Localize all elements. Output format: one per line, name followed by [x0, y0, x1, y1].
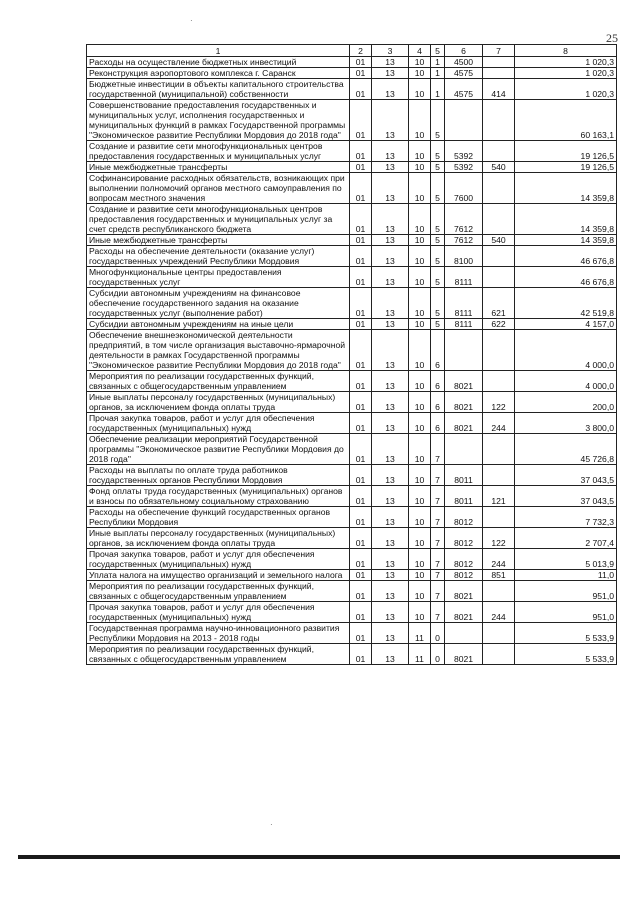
row-name-cell: Обеспечение внешнеэкономической деятельности предприятий, в том числе организация выставочно-ярмарочной деятельности в рамках Государственной программы "Экономическое развитие Республики Мордовия до 2018 года" [87, 330, 350, 371]
column-header-5: 5 [431, 45, 445, 57]
code-ministry-cell: 01 [350, 79, 372, 100]
code-ministry-cell: 01 [350, 319, 372, 330]
amount-cell: 1 020,3 [515, 57, 617, 68]
page-number: 25 [606, 31, 618, 45]
code-subsection-cell: 10 [409, 549, 431, 570]
code-expense-type-cell: 244 [483, 602, 515, 623]
amount-cell: 3 800,0 [515, 413, 617, 434]
table-row [87, 644, 617, 665]
amount-cell: 2 707,4 [515, 528, 617, 549]
code-subprogram-cell: 5 [431, 173, 445, 204]
row-name-cell: Расходы на обеспечение деятельности (оказание услуг) государственных учреждений Республики Мордовия [87, 246, 350, 267]
table-row [87, 465, 617, 486]
code-subsection-cell: 10 [409, 602, 431, 623]
column-header-1: 1 [87, 45, 350, 57]
code-section-cell: 13 [372, 549, 409, 570]
amount-cell: 4 000,0 [515, 330, 617, 371]
code-subsection-cell: 10 [409, 507, 431, 528]
code-expense-type-cell: 244 [483, 413, 515, 434]
code-ministry-cell: 01 [350, 330, 372, 371]
code-section-cell: 13 [372, 371, 409, 392]
code-subsection-cell: 10 [409, 392, 431, 413]
amount-cell: 37 043,5 [515, 465, 617, 486]
code-ministry-cell: 01 [350, 68, 372, 79]
code-subprogram-cell: 7 [431, 581, 445, 602]
code-subprogram-cell: 1 [431, 68, 445, 79]
code-ministry-cell: 01 [350, 267, 372, 288]
code-ministry-cell: 01 [350, 288, 372, 319]
code-ministry-cell: 01 [350, 141, 372, 162]
code-ministry-cell: 01 [350, 235, 372, 246]
row-name-cell: Иные выплаты персоналу государственных (муниципальных) органов, за исключением фонда оплаты труда [87, 528, 350, 549]
code-subsection-cell: 10 [409, 57, 431, 68]
code-ministry-cell: 01 [350, 162, 372, 173]
code-subsection-cell: 10 [409, 371, 431, 392]
code-expense-type-cell: 122 [483, 528, 515, 549]
column-header-6: 6 [445, 45, 483, 57]
code-ministry-cell: 01 [350, 204, 372, 235]
code-expense-type-cell [483, 204, 515, 235]
code-subprogram-cell: 5 [431, 319, 445, 330]
code-ministry-cell: 01 [350, 465, 372, 486]
code-subsection-cell: 10 [409, 100, 431, 141]
code-ministry-cell: 01 [350, 173, 372, 204]
amount-cell: 1 020,3 [515, 68, 617, 79]
code-subprogram-cell: 5 [431, 288, 445, 319]
code-section-cell: 13 [372, 602, 409, 623]
row-name-cell: Мероприятия по реализации государственных функций, связанных с общегосударственным управлением [87, 581, 350, 602]
code-ministry-cell: 01 [350, 486, 372, 507]
code-subprogram-cell: 5 [431, 162, 445, 173]
code-ministry-cell: 01 [350, 602, 372, 623]
code-target-cell: 8012 [445, 528, 483, 549]
amount-cell: 14 359,8 [515, 235, 617, 246]
code-section-cell: 13 [372, 528, 409, 549]
column-header-3: 3 [372, 45, 409, 57]
column-header-4: 4 [409, 45, 431, 57]
code-target-cell [445, 623, 483, 644]
amount-cell: 200,0 [515, 392, 617, 413]
code-section-cell: 13 [372, 392, 409, 413]
code-ministry-cell: 01 [350, 413, 372, 434]
code-subprogram-cell: 5 [431, 246, 445, 267]
row-name-cell: Фонд оплаты труда государственных (муниципальных) органов и взносы по обязательному социальному страхованию [87, 486, 350, 507]
code-expense-type-cell: 540 [483, 162, 515, 173]
code-target-cell: 5392 [445, 141, 483, 162]
code-ministry-cell: 01 [350, 507, 372, 528]
table-row [87, 486, 617, 507]
code-subsection-cell: 11 [409, 644, 431, 665]
row-name-cell: Уплата налога на имущество организаций и земельного налога [87, 570, 350, 581]
code-target-cell: 8021 [445, 392, 483, 413]
row-name-cell: Расходы на обеспечение функций государственных органов Республики Мордовия [87, 507, 350, 528]
code-expense-type-cell [483, 434, 515, 465]
code-target-cell: 8111 [445, 267, 483, 288]
row-name-cell: Совершенствование предоставления государственных и муниципальных услуг, исполнения государственных и муниципальных функций в рамках Государственной программы "Экономическое развитие Республики Мордовия до 2018 года" [87, 100, 350, 141]
code-target-cell: 8012 [445, 570, 483, 581]
code-subprogram-cell: 0 [431, 644, 445, 665]
row-name-cell: Обеспечение реализации мероприятий Государственной программы "Экономическое развитие Республики Мордовия до 2018 года" [87, 434, 350, 465]
code-section-cell: 13 [372, 141, 409, 162]
code-subsection-cell: 11 [409, 623, 431, 644]
code-subprogram-cell: 6 [431, 371, 445, 392]
row-name-cell: Иные выплаты персоналу государственных (муниципальных) органов, за исключением фонда оплаты труда [87, 392, 350, 413]
row-name-cell: Субсидии автономным учреждениям на иные цели [87, 319, 350, 330]
row-name-cell: Субсидии автономным учреждениям на финансовое обеспечение государственного задания на оказание государственных услуг (выполнение работ) [87, 288, 350, 319]
table-row [87, 68, 617, 79]
code-expense-type-cell: 414 [483, 79, 515, 100]
code-section-cell: 13 [372, 644, 409, 665]
code-subprogram-cell: 5 [431, 267, 445, 288]
code-section-cell: 13 [372, 623, 409, 644]
code-target-cell [445, 100, 483, 141]
code-expense-type-cell: 621 [483, 288, 515, 319]
code-subprogram-cell: 7 [431, 465, 445, 486]
code-subsection-cell: 10 [409, 68, 431, 79]
bottom-rule [18, 855, 620, 859]
code-section-cell: 13 [372, 330, 409, 371]
code-expense-type-cell: 122 [483, 392, 515, 413]
table-row [87, 528, 617, 549]
code-section-cell: 13 [372, 79, 409, 100]
code-expense-type-cell [483, 330, 515, 371]
code-ministry-cell: 01 [350, 246, 372, 267]
amount-cell: 19 126,5 [515, 162, 617, 173]
scan-speck: · [190, 16, 193, 25]
code-subprogram-cell: 6 [431, 413, 445, 434]
code-subprogram-cell: 5 [431, 204, 445, 235]
table-row [87, 602, 617, 623]
code-subprogram-cell: 7 [431, 549, 445, 570]
row-name-cell: Многофункциональные центры предоставления государственных услуг [87, 267, 350, 288]
amount-cell: 42 519,8 [515, 288, 617, 319]
row-name-cell: Реконструкция аэропортового комплекса г. Саранск [87, 68, 350, 79]
row-name-cell: Софинансирование расходных обязательств, возникающих при выполнении полномочий органов местного самоуправления по вопросам местного значения [87, 173, 350, 204]
row-name-cell: Расходы на выплаты по оплате труда работников государственных органов Республики Мордовия [87, 465, 350, 486]
code-ministry-cell: 01 [350, 434, 372, 465]
code-section-cell: 13 [372, 465, 409, 486]
row-name-cell: Прочая закупка товаров, работ и услуг для обеспечения государственных (муниципальных) нужд [87, 413, 350, 434]
code-section-cell: 13 [372, 246, 409, 267]
code-ministry-cell: 01 [350, 623, 372, 644]
table-row [87, 392, 617, 413]
amount-cell: 46 676,8 [515, 267, 617, 288]
table-row [87, 507, 617, 528]
table-row [87, 413, 617, 434]
code-subprogram-cell: 0 [431, 623, 445, 644]
code-subsection-cell: 10 [409, 330, 431, 371]
code-target-cell: 8021 [445, 644, 483, 665]
code-expense-type-cell [483, 507, 515, 528]
code-subsection-cell: 10 [409, 204, 431, 235]
scan-speck: · [270, 820, 273, 829]
code-expense-type-cell [483, 371, 515, 392]
amount-cell: 5 533,9 [515, 623, 617, 644]
table-header-row [87, 45, 617, 57]
amount-cell: 5 013,9 [515, 549, 617, 570]
table-row [87, 288, 617, 319]
row-name-cell: Прочая закупка товаров, работ и услуг для обеспечения государственных (муниципальных) нужд [87, 602, 350, 623]
row-name-cell: Бюджетные инвестиции в объекты капитального строительства государственной (муниципальной) собственности [87, 79, 350, 100]
code-expense-type-cell [483, 267, 515, 288]
code-expense-type-cell [483, 100, 515, 141]
code-target-cell: 4500 [445, 57, 483, 68]
code-subprogram-cell: 1 [431, 57, 445, 68]
code-subsection-cell: 10 [409, 235, 431, 246]
code-subsection-cell: 10 [409, 173, 431, 204]
row-name-cell: Создание и развитие сети многофункциональных центров предоставления государственных и муниципальных услуг [87, 141, 350, 162]
row-name-cell: Прочая закупка товаров, работ и услуг для обеспечения государственных (муниципальных) нужд [87, 549, 350, 570]
code-expense-type-cell [483, 623, 515, 644]
row-name-cell: Мероприятия по реализации государственных функций, связанных с общегосударственным управлением [87, 371, 350, 392]
code-subsection-cell: 10 [409, 288, 431, 319]
table-row [87, 434, 617, 465]
code-expense-type-cell: 121 [483, 486, 515, 507]
code-target-cell: 8011 [445, 486, 483, 507]
row-name-cell: Иные межбюджетные трансферты [87, 235, 350, 246]
amount-cell: 37 043,5 [515, 486, 617, 507]
amount-cell: 7 732,3 [515, 507, 617, 528]
code-expense-type-cell [483, 173, 515, 204]
code-section-cell: 13 [372, 162, 409, 173]
code-section-cell: 13 [372, 507, 409, 528]
code-section-cell: 13 [372, 486, 409, 507]
table-row [87, 581, 617, 602]
code-ministry-cell: 01 [350, 581, 372, 602]
code-subsection-cell: 10 [409, 246, 431, 267]
code-subsection-cell: 10 [409, 162, 431, 173]
code-target-cell [445, 330, 483, 371]
code-section-cell: 13 [372, 100, 409, 141]
amount-cell: 11,0 [515, 570, 617, 581]
amount-cell: 19 126,5 [515, 141, 617, 162]
code-expense-type-cell [483, 581, 515, 602]
code-target-cell: 8100 [445, 246, 483, 267]
table-row [87, 57, 617, 68]
table-row [87, 267, 617, 288]
code-ministry-cell: 01 [350, 392, 372, 413]
code-expense-type-cell [483, 246, 515, 267]
code-subprogram-cell: 7 [431, 602, 445, 623]
code-subsection-cell: 10 [409, 413, 431, 434]
code-subprogram-cell: 7 [431, 434, 445, 465]
amount-cell: 4 000,0 [515, 371, 617, 392]
code-subsection-cell: 10 [409, 486, 431, 507]
table-row [87, 570, 617, 581]
table-row [87, 235, 617, 246]
column-header-2: 2 [350, 45, 372, 57]
table-body [87, 57, 617, 665]
row-name-cell: Иные межбюджетные трансферты [87, 162, 350, 173]
code-subsection-cell: 10 [409, 319, 431, 330]
code-subprogram-cell: 7 [431, 486, 445, 507]
code-section-cell: 13 [372, 68, 409, 79]
code-ministry-cell: 01 [350, 549, 372, 570]
code-target-cell: 8012 [445, 549, 483, 570]
table-row [87, 173, 617, 204]
code-subsection-cell: 10 [409, 141, 431, 162]
code-target-cell: 8012 [445, 507, 483, 528]
table-row [87, 162, 617, 173]
code-target-cell: 8021 [445, 413, 483, 434]
amount-cell: 14 359,8 [515, 173, 617, 204]
code-subsection-cell: 10 [409, 79, 431, 100]
code-expense-type-cell: 622 [483, 319, 515, 330]
budget-table [86, 44, 617, 665]
row-name-cell: Расходы на осуществление бюджетных инвестиций [87, 57, 350, 68]
amount-cell: 60 163,1 [515, 100, 617, 141]
code-ministry-cell: 01 [350, 100, 372, 141]
amount-cell: 951,0 [515, 602, 617, 623]
code-expense-type-cell [483, 141, 515, 162]
table-row [87, 319, 617, 330]
code-target-cell: 7612 [445, 235, 483, 246]
code-section-cell: 13 [372, 173, 409, 204]
row-name-cell: Мероприятия по реализации государственных функций, связанных с общегосударственным управлением [87, 644, 350, 665]
table-row [87, 79, 617, 100]
code-subprogram-cell: 5 [431, 235, 445, 246]
amount-cell: 5 533,9 [515, 644, 617, 665]
code-expense-type-cell [483, 465, 515, 486]
code-target-cell: 8021 [445, 581, 483, 602]
code-expense-type-cell [483, 68, 515, 79]
code-ministry-cell: 01 [350, 644, 372, 665]
code-expense-type-cell: 244 [483, 549, 515, 570]
row-name-cell: Создание и развитие сети многофункциональных центров предоставления государственных и муниципальных услуг за счет средств республиканского бюджета [87, 204, 350, 235]
code-subprogram-cell: 5 [431, 141, 445, 162]
table-row [87, 100, 617, 141]
code-subprogram-cell: 7 [431, 507, 445, 528]
code-target-cell: 8011 [445, 465, 483, 486]
amount-cell: 45 726,8 [515, 434, 617, 465]
code-subsection-cell: 10 [409, 267, 431, 288]
code-target-cell: 7600 [445, 173, 483, 204]
code-target-cell: 4575 [445, 79, 483, 100]
code-subprogram-cell: 7 [431, 570, 445, 581]
code-ministry-cell: 01 [350, 371, 372, 392]
code-target-cell [445, 434, 483, 465]
code-section-cell: 13 [372, 570, 409, 581]
code-section-cell: 13 [372, 413, 409, 434]
code-ministry-cell: 01 [350, 570, 372, 581]
code-expense-type-cell: 540 [483, 235, 515, 246]
row-name-cell: Государственная программа научно-инновационного развития Республики Мордовия на 2013 - 2018 годы [87, 623, 350, 644]
code-expense-type-cell [483, 57, 515, 68]
table-row [87, 246, 617, 267]
code-section-cell: 13 [372, 235, 409, 246]
code-section-cell: 13 [372, 288, 409, 319]
column-header-7: 7 [483, 45, 515, 57]
code-target-cell: 8021 [445, 371, 483, 392]
code-subprogram-cell: 5 [431, 100, 445, 141]
table-row [87, 204, 617, 235]
code-target-cell: 8111 [445, 319, 483, 330]
column-header-8: 8 [515, 45, 617, 57]
code-subsection-cell: 10 [409, 528, 431, 549]
table-row [87, 623, 617, 644]
amount-cell: 4 157,0 [515, 319, 617, 330]
table-row [87, 371, 617, 392]
table-row [87, 330, 617, 371]
code-subsection-cell: 10 [409, 581, 431, 602]
code-section-cell: 13 [372, 267, 409, 288]
table-row [87, 549, 617, 570]
amount-cell: 951,0 [515, 581, 617, 602]
code-target-cell: 7612 [445, 204, 483, 235]
code-target-cell: 4575 [445, 68, 483, 79]
code-target-cell: 8111 [445, 288, 483, 319]
code-ministry-cell: 01 [350, 528, 372, 549]
amount-cell: 1 020,3 [515, 79, 617, 100]
code-expense-type-cell: 851 [483, 570, 515, 581]
code-subprogram-cell: 1 [431, 79, 445, 100]
code-target-cell: 5392 [445, 162, 483, 173]
code-ministry-cell: 01 [350, 57, 372, 68]
table-row [87, 141, 617, 162]
amount-cell: 46 676,8 [515, 246, 617, 267]
code-expense-type-cell [483, 644, 515, 665]
code-section-cell: 13 [372, 581, 409, 602]
code-section-cell: 13 [372, 319, 409, 330]
code-subsection-cell: 10 [409, 465, 431, 486]
code-section-cell: 13 [372, 434, 409, 465]
code-subprogram-cell: 6 [431, 392, 445, 413]
amount-cell: 14 359,8 [515, 204, 617, 235]
code-subsection-cell: 10 [409, 434, 431, 465]
code-target-cell: 8021 [445, 602, 483, 623]
code-section-cell: 13 [372, 204, 409, 235]
code-section-cell: 13 [372, 57, 409, 68]
code-subsection-cell: 10 [409, 570, 431, 581]
code-subprogram-cell: 7 [431, 528, 445, 549]
code-subprogram-cell: 6 [431, 330, 445, 371]
